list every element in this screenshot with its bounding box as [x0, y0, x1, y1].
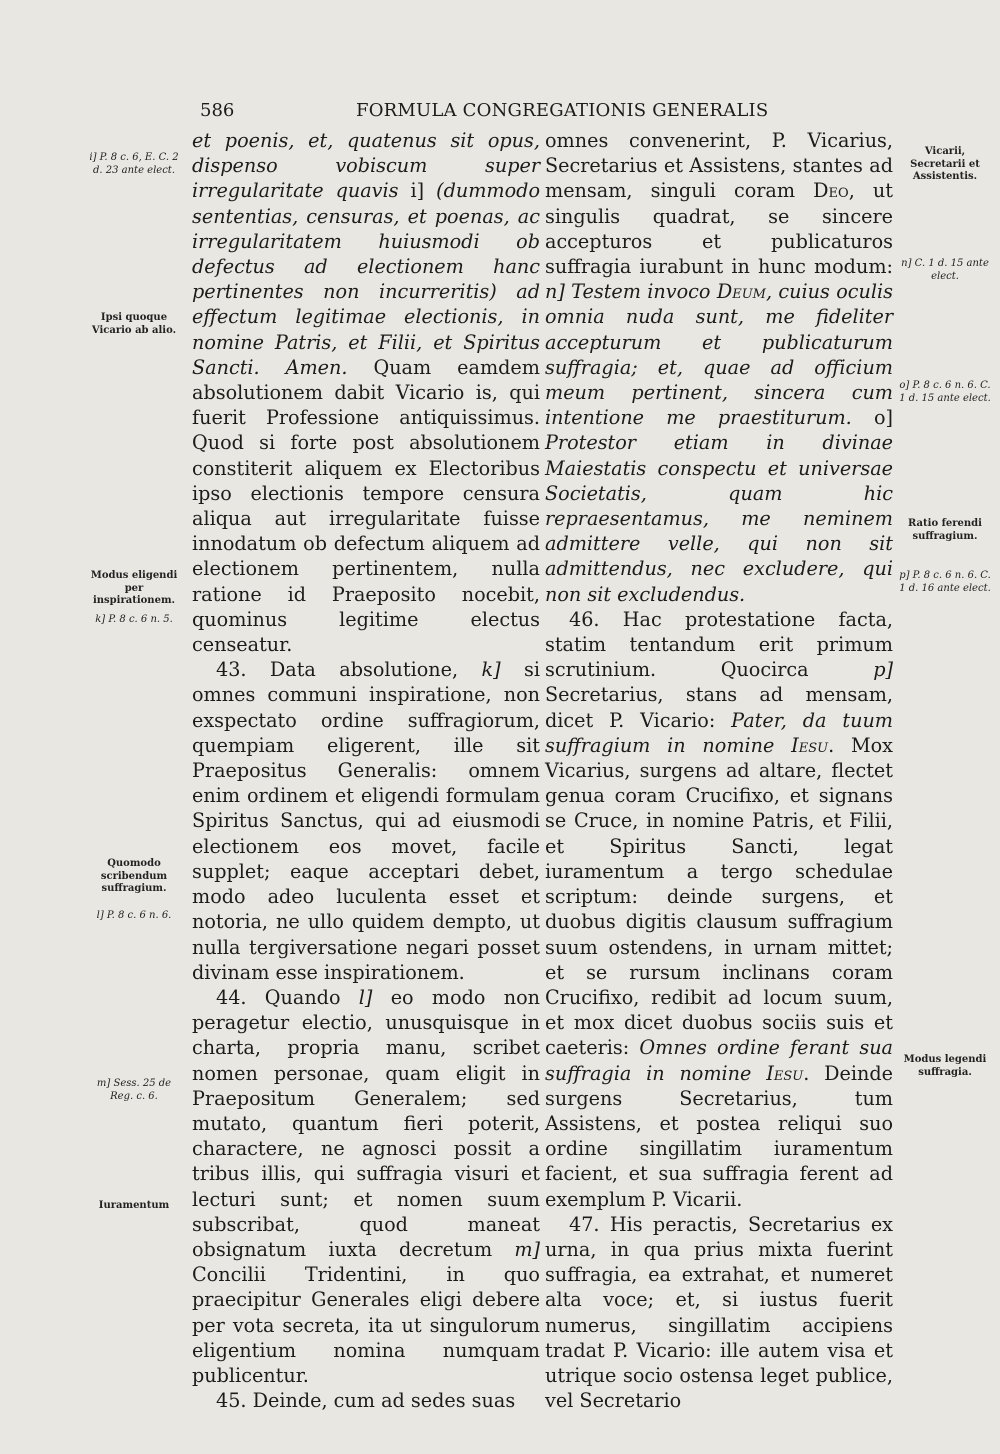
note-ref-l: l]	[358, 985, 373, 1009]
paragraph-46	[545, 607, 893, 1212]
body-text: . Deinde surgens Secretarius, tum Assistens, et postea reliqui suo ordine singillatim iuramentum facient, et sua suffragia ferent ad exemplum P. Vicarii.	[545, 1061, 893, 1211]
margin-note-k: k] P. 8 c. 6 n. 5.	[95, 614, 173, 625]
small-caps-text: Deo	[813, 179, 849, 203]
small-caps-text: Iesu	[766, 1061, 804, 1085]
margin-note-ratio: Ratio ferendi suffragium.	[908, 518, 982, 542]
body-text: Concilii Tridentini, in quo praecipitur Generales eligi debere per vota secreta, ita ut singulorum eligentium nomina numquam publicentur.	[192, 1263, 540, 1387]
paragraph-44	[192, 985, 540, 1388]
body-text: Quam eamdem absolutionem dabit Vicario is, qui fuerit Professione antiquissimus. Quod si forte post absolutionem constiterit aliquem ex Electoribus ipso electionis tempore censura aliqua aut irregularitate fuisse innodatum ob defectum aliquem ad electionem pertinentem, nulla ratione id Praeposito nocebit, quominus legitime electus censeatur.	[192, 355, 540, 657]
body-text: 44. Quando	[216, 985, 359, 1009]
margin-note-p: p] P. 8 c. 6 n. 6. C. 1 d. 16 ante elect.	[899, 570, 991, 594]
margin-note-n: n] C. 1 d. 15 ante elect.	[901, 258, 989, 282]
body-text: 46. Hac protestatione facta, statim tentandum erit primum scrutinium. Quocirca	[545, 607, 893, 682]
margin-note-vicarii: Vicarii, Secretarii et Assistentis.	[910, 146, 980, 182]
body-text: si omnes communi inspiratione, non exspectato ordine suffragiorum, quempiam eligerent, ille sit Praepositus Generalis: omnem enim ordinem et eligendi formulam Spiritus Sanctus, qui ad eiusmodi electionem eos movet, facile supplet; eaque acceptari debet, modo adeo luculenta esset et notoria, ne ullo quidem dempto, ut nulla tergiversatione negari posset divinam esse inspirationem.	[192, 658, 540, 984]
margin-note-o: o] P. 8 c. 6 n. 6. C. 1 d. 15 ante elect.	[899, 380, 991, 404]
margin-note-l: l] P. 8 c. 6 n. 6.	[96, 910, 172, 921]
margin-note-modus-eligendi: Modus eligendi per inspirationem.	[90, 570, 178, 606]
paragraph-45: 45. Deinde, cum ad sedes suas	[216, 1389, 516, 1413]
formula-italic-text: , cuius oculis omnia nuda sunt, me fideliter accepturum et publicaturum suffragia; et, quae ad officium meum pertinent, sincera cum intentione me praestiturum.	[545, 280, 893, 430]
body-text: , ut singulis quadrat, se sincere accepturos et publicaturos suffragia iurabunt in hunc modum:	[545, 179, 893, 279]
note-ref-o: o]	[851, 406, 893, 430]
margin-note-i: i] P. 8 c. 6, E. C. 2 d. 23 ante elect.	[89, 152, 179, 176]
margin-note-modus-legendi: Modus legendi suffragia.	[903, 1054, 987, 1078]
formula-italic-text: (dummodo sententias, censuras, et poenas, ac irregularitatem huiusmodi ob defectus ad electionem hanc pertinentes non incurreritis) ad effectum legitimae electionis, in nomine Patris, et Filii, et Spiritus Sancti. Amen.	[192, 179, 540, 379]
left-text-column	[192, 128, 540, 1413]
note-ref-k: k]	[481, 658, 501, 682]
body-text: eo modo non peragetur electio, unusquisque in charta, propria manu, scribet nomen personae, quam eligit in Praepositum Generalem; sed mutato, quantum fieri poterit, charactere, ne agnosci possit a tribus illis, qui suffragia visuri et lecturi sunt; et nomen suum subscribat, quod maneat obsignatum iuxta decretum	[192, 985, 540, 1261]
paragraph-oath	[545, 128, 893, 607]
note-ref-n: n]	[545, 280, 565, 304]
margin-note-m: m] Sess. 25 de Reg. c. 6.	[96, 1078, 172, 1102]
formula-italic-text: et poenis, et, quatenus sit opus, dispenso vobiscum super irregularitate quavis	[192, 129, 540, 203]
note-ref-i: i]	[398, 179, 437, 203]
note-ref-m: m]	[514, 1237, 540, 1261]
body-text: omnes convenerint, P. Vicarius, Secretarius et Assistens, stantes ad mensam, singuli coram	[545, 129, 893, 203]
margin-note-ipsi: Ipsi quoque Vicario ab alio.	[91, 312, 177, 336]
page-header	[0, 100, 1000, 130]
paragraph-47: 47. His peractis, Secretarius ex urna, in qua prius mixta fuerint suffragia, ea extrahat, et numeret alta voce; et, si iustus fuerit numerus, singillatim accipiens tradat P. Vicario: ille autem visa et utrique socio ostensa leget publice, vel Secretario	[545, 1212, 893, 1413]
right-text-column	[545, 128, 893, 1413]
formula-italic-text: Protestor etiam in divinae Maiestatis conspectu et universae Societatis, quam hic repraesentamus, me neminem admittere velle, qui non sit admittendus, nec excludere, qui non sit excludendus.	[545, 431, 893, 606]
margin-note-iuramentum: Iuramentum	[98, 1200, 170, 1211]
paragraph-43	[192, 657, 540, 985]
small-caps-text: Iesu	[791, 733, 829, 757]
page-number: 586	[200, 100, 235, 121]
body-text: 43. Data absolutione,	[216, 658, 482, 682]
small-caps-text: Deum	[716, 280, 766, 304]
formula-italic-text: Testem invoco	[564, 280, 717, 304]
paragraph-absolution	[192, 128, 540, 657]
formula-italic-text: Omnes ordine ferant sua suffragia in nomine	[545, 1036, 893, 1085]
body-text: . Mox Vicarius, surgens ad altare, flectet genua coram Crucifixo, et signans se Cruce, in nomine Patris, et Filii, et Spiritus Sancti, legat iuramentum a tergo schedulae scriptum: deinde surgens, et duobus digitis clausum suffragium suum ostendens, in urnam mittet; et se rursum inclinans coram Crucifixo, redibit ad locum suum, et mox dicet duobus sociis suis et caeteris:	[545, 733, 893, 1060]
margin-note-quomodo: Quomodo scribendum suffragium.	[100, 858, 168, 894]
body-text: Secretarius, stans ad mensam, dicet P. Vicario:	[545, 683, 893, 732]
formula-italic-text: Pater, da tuum suffragium in nomine	[545, 708, 893, 757]
running-title: FORMULA CONGREGATIONIS GENERALIS	[356, 100, 769, 121]
note-ref-p: p]	[873, 658, 893, 682]
